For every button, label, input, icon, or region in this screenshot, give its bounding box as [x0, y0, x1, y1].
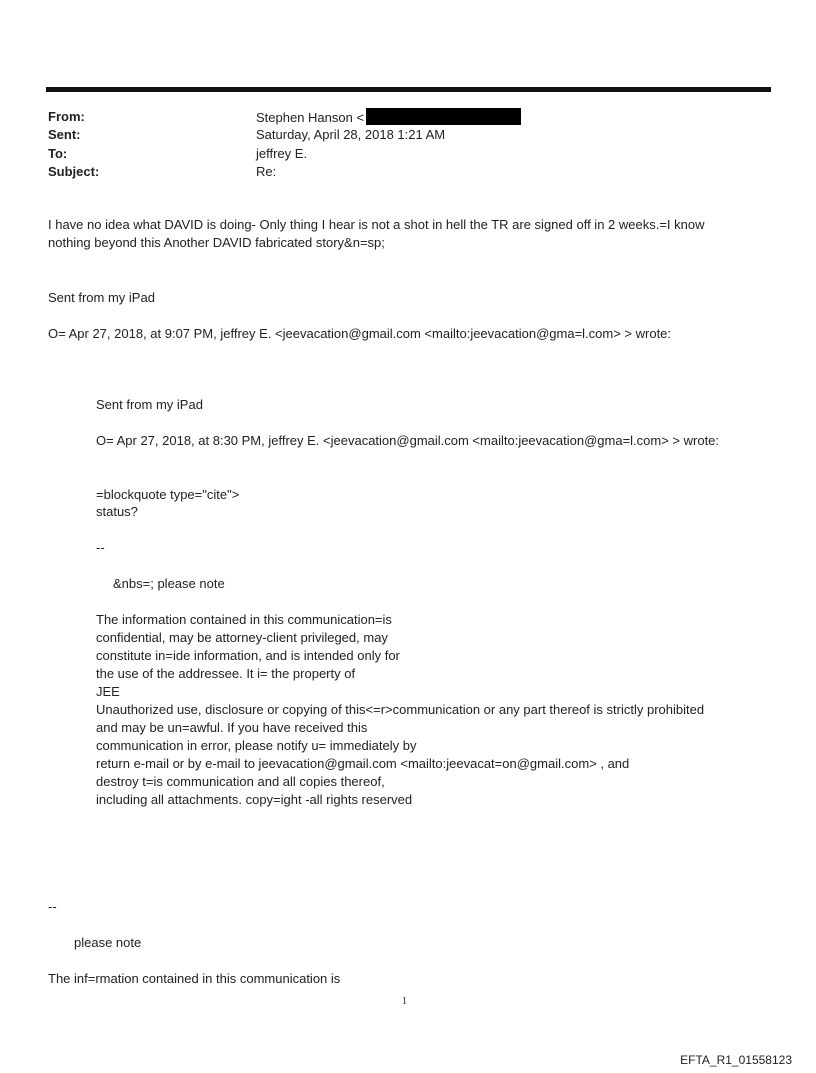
body-line-1: I have no idea what DAVID is doing- Only thing I hear is not a shot in hell the TR are signed off in 2 weeks.=I know — [48, 217, 705, 232]
sent-row — [48, 126, 81, 144]
disclaimer-line: the use of the addressee. It i= the property of — [96, 666, 356, 681]
body-line-2: nothing beyond this Another DAVID fabricated story&n=sp; — [48, 235, 385, 250]
disclaimer-line: destroy t=is communication and all copies thereof, — [96, 774, 385, 789]
disclaimer-line: including all attachments. copy=ight -all rights reserved — [96, 792, 413, 807]
nested-sent-from-ipad: Sent from my iPad — [96, 397, 203, 412]
quote-header-2: O= Apr 27, 2018, at 8:30 PM, jeffrey E. <jeevacation@gmail.com <mailto:jeevacation@gma=l.com> > wrote: — [96, 433, 720, 448]
please-note-1: &nbs=; please note — [113, 576, 225, 591]
subject-row — [48, 163, 99, 181]
sent-from-ipad: Sent from my iPad — [48, 290, 155, 305]
from-value-row — [256, 108, 521, 127]
dashes-1: -- — [96, 540, 105, 555]
from-row — [48, 108, 85, 126]
from-value: Stephen Hanson < — [256, 110, 365, 125]
disclaimer-line: The information contained in this communication=is — [96, 612, 392, 627]
header-rule — [46, 87, 771, 92]
dashes-2: -- — [48, 899, 57, 914]
disclaimer-line: return e-mail or by e-mail to jeevacation@gmail.com <mailto:jeevacat=on@gmail.com> , and — [96, 756, 630, 771]
last-line: The inf=rmation contained in this communication is — [48, 971, 341, 986]
please-note-2: please note — [74, 935, 142, 950]
to-label: To: — [48, 146, 68, 161]
subject-value: Re: — [256, 164, 277, 179]
from-label: From: — [48, 109, 85, 124]
disclaimer-line: and may be un=awful. If you have received this — [96, 720, 368, 735]
quote-header-1: O= Apr 27, 2018, at 9:07 PM, jeffrey E. <jeevacation@gmail.com <mailto:jeevacation@gma=l.com> > wrote: — [48, 326, 672, 341]
disclaimer-line: Unauthorized use, disclosure or copying of this<=r>communication or any part thereof is strictly prohibited — [96, 702, 705, 717]
sent-label: Sent: — [48, 127, 81, 142]
to-value: jeffrey E. — [256, 146, 308, 161]
sent-value: Saturday, April 28, 2018 1:21 AM — [256, 127, 446, 142]
disclaimer-line: constitute in=ide information, and is intended only for — [96, 648, 400, 663]
document-id: EFTA_R1_01558123 — [680, 1053, 792, 1067]
disclaimer-line: communication in error, please notify u= immediately by — [96, 738, 417, 753]
subject-label: Subject: — [48, 164, 100, 179]
page-number: 1 — [402, 996, 407, 1007]
to-row — [48, 145, 67, 163]
redaction-block — [366, 108, 521, 125]
disclaimer-line: JEE — [96, 684, 120, 699]
status-line: status? — [96, 504, 138, 519]
disclaimer-line: confidential, may be attorney-client privileged, may — [96, 630, 388, 645]
blockquote-marker: =blockquote type="cite"> — [96, 487, 240, 502]
